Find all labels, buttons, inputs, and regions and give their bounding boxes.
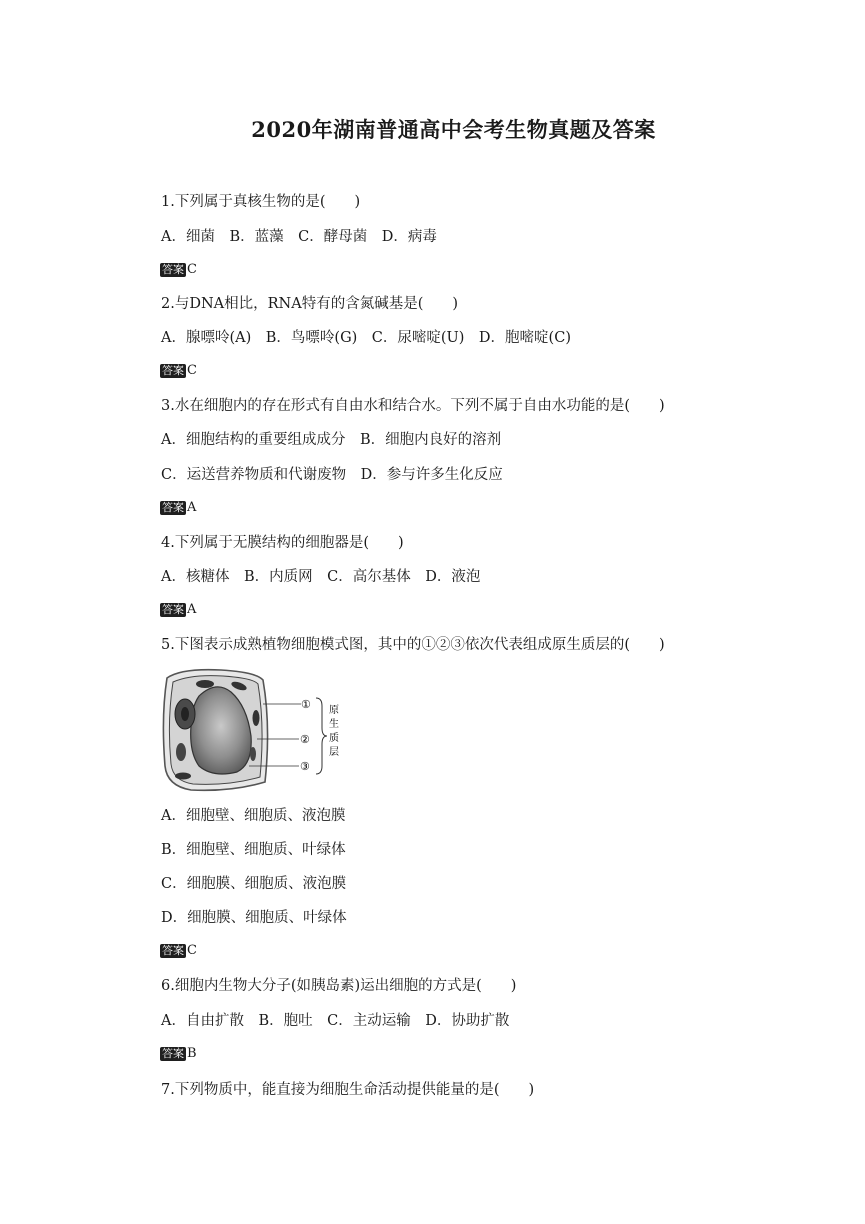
marker-1: ① <box>301 698 311 711</box>
question-3-stem: 3.水在细胞内的存在形式有自由水和结合水。下列不属于自由水功能的是( ) <box>161 398 665 414</box>
question-6-answer <box>160 1046 197 1062</box>
answer-value: C <box>187 363 197 378</box>
chloroplast <box>175 773 191 780</box>
question-4-options: A．核糖体 B．内质网 C．高尔基体 D．液泡 <box>161 569 481 585</box>
question-1-answer <box>160 262 197 278</box>
answer-value: B <box>187 1046 197 1061</box>
question-6-options: A．自由扩散 B．胞吐 C．主动运输 D．协助扩散 <box>161 1013 510 1029</box>
answer-badge: 答案 <box>162 944 184 957</box>
chloroplast <box>250 747 256 761</box>
question-5-option-a: A．细胞壁、细胞质、液泡膜 <box>161 808 346 824</box>
page-title: 2020年湖南普通高中会考生物真题及答案 <box>251 117 656 142</box>
question-3-answer <box>160 500 196 516</box>
question-6-stem: 6.细胞内生物大分子(如胰岛素)运出细胞的方式是( ) <box>161 978 517 994</box>
marker-3: ③ <box>300 760 310 773</box>
question-2-answer <box>160 363 197 379</box>
brace-label-2: 生 <box>329 719 339 730</box>
answer-badge: 答案 <box>162 364 184 377</box>
chloroplast <box>253 710 260 726</box>
answer-badge: 答案 <box>162 501 184 514</box>
marker-2: ② <box>300 733 310 746</box>
question-5-option-b: B．细胞壁、细胞质、叶绿体 <box>161 842 346 858</box>
answer-badge: 答案 <box>162 603 184 616</box>
brace-label-3: 质 <box>329 733 339 744</box>
chloroplast <box>176 743 186 761</box>
question-7-stem: 7.下列物质中，能直接为细胞生命活动提供能量的是( ) <box>161 1082 535 1098</box>
brace-label-4: 层 <box>329 747 339 758</box>
brace-label-1: 原 <box>329 705 339 716</box>
question-4-stem: 4.下列属于无膜结构的细胞器是( ) <box>161 535 404 551</box>
question-1-options: A．细菌 B．蓝藻 C．酵母菌 D．病毒 <box>161 229 437 245</box>
question-4-answer <box>160 602 196 618</box>
chloroplast <box>196 680 214 688</box>
answer-value: C <box>187 262 197 277</box>
question-5-answer <box>160 943 197 959</box>
question-5-stem: 5.下图表示成熟植物细胞模式图，其中的①②③依次代表组成原生质层的( ) <box>161 637 665 653</box>
answer-value: C <box>187 943 197 958</box>
question-3-options-1: A．细胞结构的重要组成成分 B．细胞内良好的溶剂 <box>161 432 502 448</box>
brace <box>316 698 327 774</box>
question-3-options-2: C．运送营养物质和代谢废物 D．参与许多生化反应 <box>161 467 503 483</box>
question-2-stem: 2.与DNA相比，RNA特有的含氮碱基是( ) <box>161 296 459 312</box>
plant-cell-diagram <box>161 666 341 796</box>
answer-badge: 答案 <box>162 1047 184 1060</box>
answer-badge: 答案 <box>162 263 184 276</box>
answer-value: A <box>187 500 197 515</box>
question-5-option-c: C．细胞膜、细胞质、液泡膜 <box>161 876 347 892</box>
question-5-option-d: D．细胞膜、细胞质、叶绿体 <box>161 910 347 926</box>
answer-value: A <box>187 602 197 617</box>
question-1-stem: 1.下列属于真核生物的是( ) <box>161 194 361 210</box>
question-2-options: A．腺嘌呤(A) B．鸟嘌呤(G) C．尿嘧啶(U) D．胞嘧啶(C) <box>161 330 571 346</box>
